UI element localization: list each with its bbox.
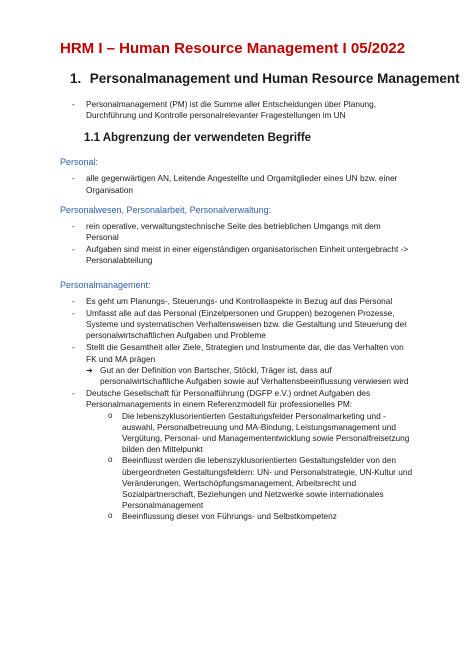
- term-label-personal: Personal:: [60, 157, 99, 168]
- sub-list-item: o Beeinflussung dieser von Führungs- und Selbstkompetenz: [108, 511, 414, 522]
- list-item: [72, 388, 414, 522]
- list-item-text: Deutsche Gesellschaft für Personalführung (DGFP e.V.) ordnet Aufgaben des Personalmanagements in einem Referenzmodell für professionelles PM:: [86, 388, 371, 410]
- term-label-personalmanagement: Personalmanagement:: [60, 279, 151, 290]
- list-item: - rein operative, verwaltungstechnische Seite des betrieblichen Umgangs mit dem Personal: [72, 221, 414, 243]
- personal-list: [72, 173, 414, 195]
- sub-list-item: o Beeinflusst werden die lebenszyklusorientierten Gestaltungsfelder von den übergeordneten Gestaltungsfeldern: UN- und Personalstrategie, UN-Kultur und Veränderungen, Wertschöpfungsmanagement, Arbeitsrecht und Sozialpartnerschaft, Beziehungen und Netzwerke sowie internationales Personalmanagement: [108, 455, 414, 511]
- section-1-title: Personalmanagement und Human Resource Management: [89, 71, 460, 86]
- section-1-intro-list: [72, 99, 414, 121]
- sub-list-item: o Die lebenszyklusorientierten Gestaltungsfelder Personalmarketing und -auswahl, Personalbetreuung und MA-Bindung, Leistungsmanagement und Vergütung, Personal- und Managemententwicklung sowie Personalfreisetzung bilden den Mittelpunkt: [108, 411, 414, 456]
- section-1-heading: [70, 70, 460, 87]
- personalmanagement-list: [72, 296, 414, 523]
- list-item: [72, 342, 414, 387]
- list-item: - Aufgaben sind meist in einer eigenständigen organisatorischen Einheit untergebracht -> Personalabteilung: [72, 244, 414, 266]
- section-1-number: 1.: [70, 71, 82, 86]
- arrow-right-icon: ➔: [86, 365, 93, 375]
- arrow-note-text: Gut an der Definition von Bartscher, Stöckl, Träger ist, dass auf personalwirtschaftliche Aufgaben sowie auf Verhaltensbeeinflussung verwiesen wird: [100, 364, 409, 387]
- arrow-note: [86, 365, 414, 387]
- term-label-personalwesen: Personalwesen, Personalarbeit, Personalverwaltung:: [60, 204, 272, 215]
- personalwesen-list: [72, 221, 414, 267]
- list-item: - Personalmanagement (PM) ist die Summe aller Entscheidungen über Planung, Durchführung und Kontrolle personalrelevanter Fragestellungen im UN: [72, 99, 414, 121]
- list-item: - alle gegenwärtigen AN, Leitende Angestellte und Orgamitglieder eines UN bzw. einer Organisation: [72, 173, 414, 195]
- section-1-1-heading: 1.1 Abgrenzung der verwendeten Begriffe: [84, 132, 312, 145]
- document-title: HRM I – Human Resource Management I 05/2022: [60, 40, 406, 57]
- list-item: - Es geht um Planungs-, Steuerungs- und Kontrollaspekte in Bezug auf das Personal: [72, 296, 414, 307]
- list-item-text: Stellt die Gesamtheit aller Ziele, Strategien und Instrumente dar, die das Verhalten von FK und MA prägen: [86, 342, 404, 364]
- sub-list: [108, 411, 414, 523]
- list-item: - Umfasst alle auf das Personal (Einzelpersonen und Gruppen) bezogenen Prozesse, Systeme und systematischen Verhaltensweisen bzw. die Gestaltung und Steuerung der personalwirtschaftlichen Aufgaben und Probleme: [72, 308, 414, 342]
